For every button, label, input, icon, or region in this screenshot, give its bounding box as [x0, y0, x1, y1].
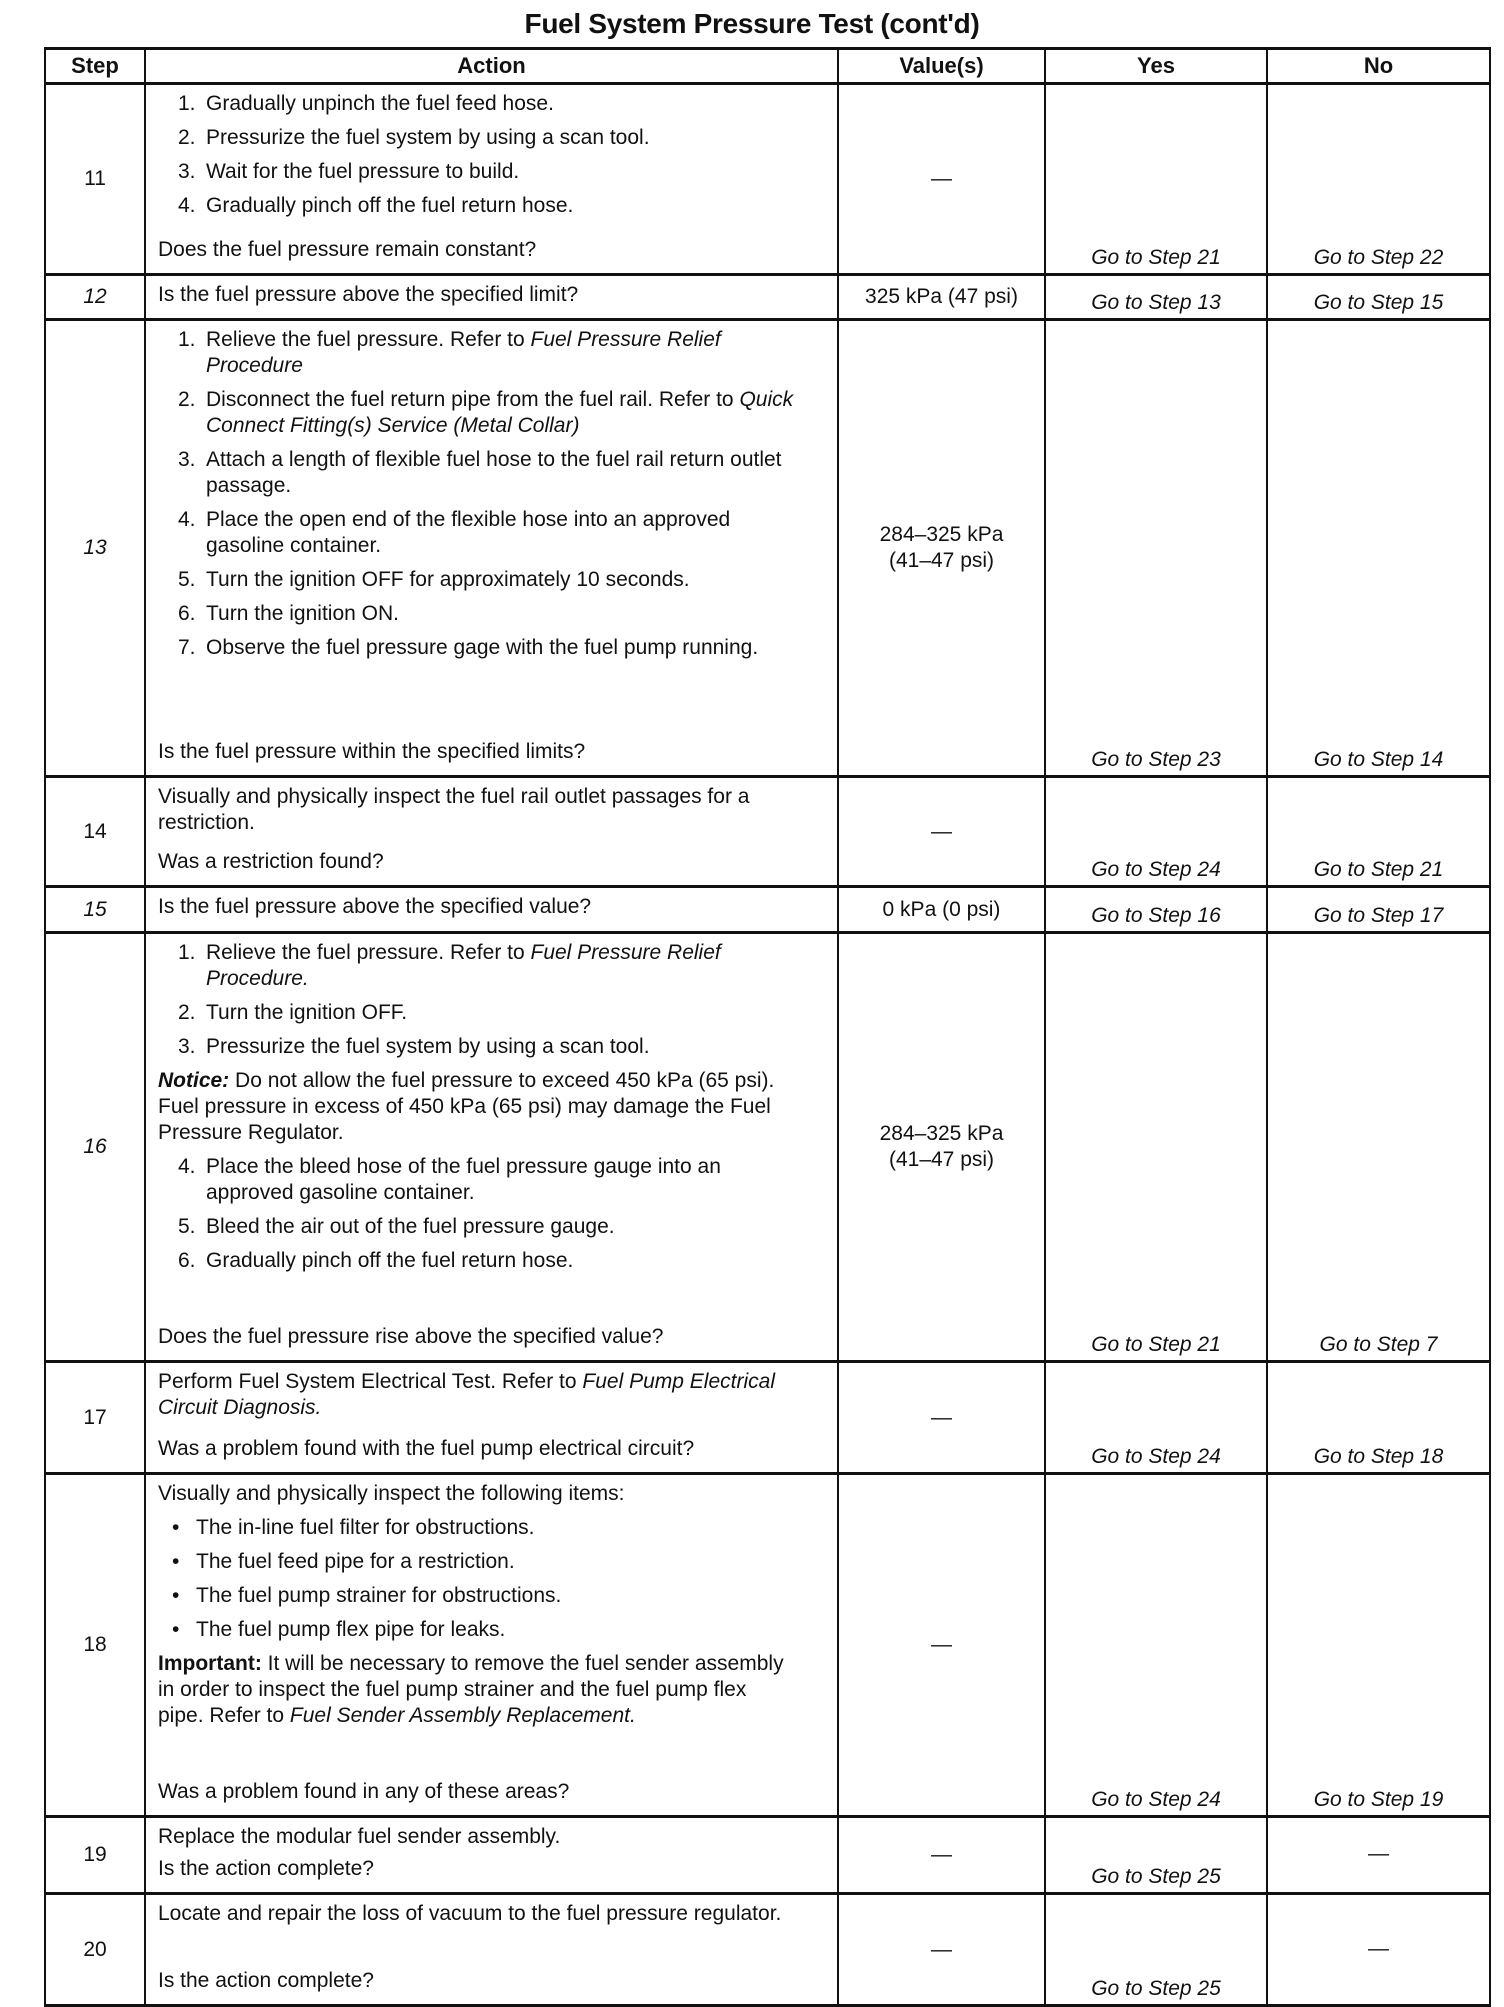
item-text	[206, 447, 797, 499]
item-text	[206, 507, 797, 559]
value-line: —	[931, 819, 952, 843]
instruction-text	[158, 1068, 797, 1146]
table-row	[45, 1894, 1490, 2006]
item-number: 7.	[178, 636, 196, 659]
question-text	[158, 849, 797, 875]
action-content	[158, 782, 797, 881]
list-item	[158, 387, 797, 439]
text-segment: Replace the modular fuel sender assembly.	[158, 1825, 561, 1848]
text-segment: Gradually pinch off the fuel return hose.	[206, 1249, 574, 1272]
item-number: 3.	[178, 448, 196, 471]
text-segment: Locate and repair the loss of vacuum to the fuel pressure regulator.	[158, 1902, 782, 1925]
step-number: 20	[45, 1894, 145, 2006]
question-text	[158, 739, 797, 765]
instruction-text	[158, 1651, 797, 1729]
no-result: Go to Step 7	[1267, 933, 1490, 1362]
bullet-icon: •	[172, 1516, 180, 1539]
value-line: —	[931, 1633, 952, 1656]
instruction-text	[158, 282, 797, 308]
item-text	[206, 327, 797, 379]
no-result: Go to Step 18	[1267, 1362, 1490, 1474]
item-text	[206, 1214, 615, 1240]
header-step: Step	[45, 49, 145, 84]
yes-result: Go to Step 25	[1045, 1894, 1267, 2006]
list-item	[158, 1154, 797, 1206]
no-result: Go to Step 14	[1267, 320, 1490, 777]
item-text	[206, 940, 797, 992]
text-segment: Quick Connect Fitting(s) Service (Metal Collar)	[206, 388, 794, 437]
text-segment: Pressurize the fuel system by using a scan tool.	[206, 1035, 650, 1058]
action-content	[158, 1367, 797, 1468]
yes-result: Go to Step 24	[1045, 1474, 1267, 1817]
value-cell	[838, 887, 1045, 933]
list-item	[158, 1034, 797, 1060]
value-cell	[838, 1362, 1045, 1474]
text-segment: Is the fuel pressure above the specified value?	[158, 895, 592, 918]
bullet-item	[158, 1583, 797, 1609]
list-item	[158, 125, 797, 151]
action-cell	[145, 275, 838, 320]
item-text	[206, 125, 650, 151]
text-segment: Place the open end of the flexible hose into an approved gasoline container.	[206, 508, 731, 557]
list-item	[158, 327, 797, 379]
action-content	[158, 938, 797, 1356]
step-number: 13	[45, 320, 145, 777]
item-number: 5.	[178, 568, 196, 591]
table-row	[45, 933, 1490, 1362]
value-line: 325 kPa (47 psi)	[865, 285, 1018, 308]
no-result: Go to Step 15	[1267, 275, 1490, 320]
action-content	[158, 325, 797, 771]
action-content	[158, 280, 797, 314]
text-segment: Pressurize the fuel system by using a scan tool.	[206, 126, 650, 149]
text-segment: Relieve the fuel pressure. Refer to	[206, 941, 531, 964]
text-segment: Bleed the air out of the fuel pressure gauge.	[206, 1215, 615, 1238]
action-content	[158, 1899, 797, 2000]
item-number: 3.	[178, 1035, 196, 1058]
item-number: 4.	[178, 508, 196, 531]
item-text	[206, 1248, 573, 1274]
text-segment: Is the fuel pressure above the specified limit?	[158, 283, 579, 306]
text-segment: Turn the ignition ON.	[206, 602, 399, 625]
text-segment: Does the fuel pressure remain constant?	[158, 238, 537, 261]
item-number: 1.	[178, 328, 196, 351]
value-line: (41–47 psi)	[888, 1148, 995, 1171]
action-cell	[145, 1894, 838, 2006]
item-text	[196, 1515, 534, 1541]
question-text	[158, 237, 797, 263]
no-result: Go to Step 17	[1267, 887, 1490, 933]
text-segment: The fuel pump strainer for obstructions.	[196, 1584, 562, 1607]
item-number: 1.	[178, 941, 196, 964]
text-segment: Disconnect the fuel return pipe from the fuel rail. Refer to	[206, 388, 740, 411]
value-line: —	[931, 167, 952, 190]
action-content	[158, 1479, 797, 1811]
text-segment: Notice:	[158, 1069, 230, 1092]
text-segment: Fuel Pressure Relief Procedure	[206, 328, 721, 377]
yes-result: Go to Step 25	[1045, 1817, 1267, 1894]
step-number: 16	[45, 933, 145, 1362]
list-item	[158, 940, 797, 992]
instruction-text	[158, 1369, 797, 1421]
action-cell	[145, 887, 838, 933]
yes-result: Go to Step 21	[1045, 84, 1267, 275]
no-result: —	[1267, 1894, 1490, 2006]
no-result: Go to Step 21	[1267, 777, 1490, 887]
yes-result: Go to Step 13	[1045, 275, 1267, 320]
bullet-item	[158, 1617, 797, 1643]
table-row	[45, 1817, 1490, 1894]
table-body	[45, 84, 1490, 2006]
text-segment: Perform Fuel System Electrical Test. Refer to	[158, 1370, 583, 1393]
yes-result: Go to Step 24	[1045, 1362, 1267, 1474]
text-segment: Attach a length of flexible fuel hose to the fuel rail return outlet passage.	[206, 448, 782, 497]
step-number: 17	[45, 1362, 145, 1474]
text-segment: Turn the ignition OFF.	[206, 1001, 408, 1024]
action-cell	[145, 933, 838, 1362]
action-cell	[145, 1362, 838, 1474]
value-line: (41–47 psi)	[888, 549, 995, 572]
text-segment: Was a restriction found?	[158, 850, 384, 873]
value-cell	[838, 1474, 1045, 1817]
action-content	[158, 89, 797, 269]
text-segment: Does the fuel pressure rise above the specified value?	[158, 1325, 664, 1348]
page-title: Fuel System Pressure Test (cont'd)	[524, 8, 980, 39]
item-number: 4.	[178, 1155, 196, 1178]
item-text	[206, 193, 573, 219]
value-cell	[838, 275, 1045, 320]
value-line: 284–325 kPa	[879, 523, 1004, 546]
bullet-icon: •	[172, 1618, 180, 1641]
action-cell	[145, 84, 838, 275]
value-line: 284–325 kPa	[879, 1122, 1004, 1145]
text-segment: Do not allow the fuel pressure to exceed 450 kPa (65 psi). Fuel pressure in excess of 450 kPa (65 psi) may damage the Fuel Pressure Regulator.	[158, 1069, 775, 1144]
text-segment: Was a problem found in any of these areas?	[158, 1780, 570, 1803]
step-number: 15	[45, 887, 145, 933]
text-segment: Fuel Pump Electrical Circuit Diagnosis.	[158, 1370, 775, 1419]
list-item	[158, 159, 797, 185]
step-number: 14	[45, 777, 145, 887]
header-action: Action	[145, 49, 838, 84]
value-line: —	[931, 1405, 952, 1429]
step-number: 12	[45, 275, 145, 320]
instruction-text	[158, 894, 797, 920]
no-result: Go to Step 19	[1267, 1474, 1490, 1817]
item-text	[196, 1549, 515, 1575]
text-segment: Relieve the fuel pressure. Refer to	[206, 328, 531, 351]
list-item	[158, 91, 797, 117]
question-text	[158, 1324, 797, 1350]
value-cell	[838, 933, 1045, 1362]
value-line: —	[931, 1843, 952, 1866]
item-number: 6.	[178, 602, 196, 625]
text-segment: Turn the ignition OFF for approximately 10 seconds.	[206, 568, 690, 591]
value-line: —	[931, 1937, 952, 1961]
item-text	[206, 1034, 650, 1060]
text-segment: Was a problem found with the fuel pump electrical circuit?	[158, 1437, 695, 1460]
list-item	[158, 601, 797, 627]
step-number: 11	[45, 84, 145, 275]
action-cell	[145, 1474, 838, 1817]
instruction-text	[158, 784, 797, 836]
action-cell	[145, 777, 838, 887]
text-segment: Is the action complete?	[158, 1857, 374, 1880]
table-row	[45, 1362, 1490, 1474]
list-item	[158, 567, 797, 593]
text-segment: Fuel Pressure Relief Procedure.	[206, 941, 721, 990]
value-cell	[838, 84, 1045, 275]
instruction-text	[158, 1481, 797, 1507]
question-text	[158, 1779, 797, 1805]
item-number: 4.	[178, 194, 196, 217]
list-item	[158, 1000, 797, 1026]
action-cell	[145, 1817, 838, 1894]
table-header-row	[45, 49, 1490, 84]
item-text	[196, 1583, 561, 1609]
question-text	[158, 1968, 797, 1994]
step-number: 18	[45, 1474, 145, 1817]
text-segment: Gradually pinch off the fuel return hose.	[206, 194, 574, 217]
yes-result: Go to Step 23	[1045, 320, 1267, 777]
text-segment: It will be necessary to remove the fuel sender assembly in order to inspect the fuel pump strainer and the fuel pump flex pipe. Refer to	[158, 1652, 784, 1727]
list-item	[158, 447, 797, 499]
list-item	[158, 1248, 797, 1274]
text-segment: The in-line fuel filter for obstructions.	[196, 1516, 535, 1539]
bullet-item	[158, 1515, 797, 1541]
table-row	[45, 275, 1490, 320]
value-cell	[838, 1894, 1045, 2006]
question-text	[158, 1436, 797, 1462]
item-text	[206, 1154, 797, 1206]
value-cell	[838, 320, 1045, 777]
value-line: 0 kPa (0 psi)	[882, 897, 1001, 921]
text-segment: The fuel feed pipe for a restriction.	[196, 1550, 515, 1573]
header-values: Value(s)	[838, 49, 1045, 84]
text-segment: The fuel pump flex pipe for leaks.	[196, 1618, 506, 1641]
action-cell	[145, 320, 838, 777]
bullet-item	[158, 1549, 797, 1575]
bullet-icon: •	[172, 1584, 180, 1607]
step-number: 19	[45, 1817, 145, 1894]
table-row	[45, 84, 1490, 275]
item-text	[206, 1000, 407, 1026]
item-text	[206, 91, 554, 117]
item-text	[206, 159, 519, 185]
yes-result: Go to Step 16	[1045, 887, 1267, 933]
text-segment: Place the bleed hose of the fuel pressure gauge into an approved gasoline container.	[206, 1155, 721, 1204]
item-number: 6.	[178, 1249, 196, 1272]
value-cell	[838, 1817, 1045, 1894]
table-row	[45, 777, 1490, 887]
no-result: Go to Step 22	[1267, 84, 1490, 275]
instruction-text	[158, 1901, 797, 1927]
table-row	[45, 1474, 1490, 1817]
question-text	[158, 1856, 797, 1882]
item-number: 2.	[178, 126, 196, 149]
header-no: No	[1267, 49, 1490, 84]
text-segment: Observe the fuel pressure gage with the fuel pump running.	[206, 636, 759, 659]
value-cell	[838, 777, 1045, 887]
item-text	[206, 567, 690, 593]
text-segment: Is the action complete?	[158, 1969, 374, 1992]
item-number: 2.	[178, 388, 196, 411]
list-item	[158, 193, 797, 219]
procedure-table	[44, 47, 1491, 2007]
text-segment: Important:	[158, 1652, 262, 1675]
bullet-icon: •	[172, 1550, 180, 1573]
item-number: 2.	[178, 1001, 196, 1024]
text-segment: Wait for the fuel pressure to build.	[206, 160, 520, 183]
text-segment: Gradually unpinch the fuel feed hose.	[206, 92, 554, 115]
item-number: 1.	[178, 92, 196, 115]
item-text	[206, 387, 797, 439]
text-segment: Fuel Sender Assembly Replacement.	[289, 1704, 636, 1727]
yes-result: Go to Step 24	[1045, 777, 1267, 887]
list-item	[158, 635, 797, 661]
header-yes: Yes	[1045, 49, 1267, 84]
item-text	[206, 601, 399, 627]
item-number: 5.	[178, 1215, 196, 1238]
table-row	[45, 887, 1490, 933]
text-segment: Visually and physically inspect the following items:	[158, 1482, 625, 1505]
table-row	[45, 320, 1490, 777]
item-text	[196, 1617, 505, 1643]
text-segment: Is the fuel pressure within the specified limits?	[158, 740, 586, 763]
instruction-text	[158, 1824, 797, 1850]
yes-result: Go to Step 21	[1045, 933, 1267, 1362]
action-content	[158, 892, 797, 927]
item-text	[206, 635, 758, 661]
list-item	[158, 507, 797, 559]
item-number: 3.	[178, 160, 196, 183]
text-segment: Visually and physically inspect the fuel rail outlet passages for a restriction.	[158, 785, 750, 834]
action-content	[158, 1822, 797, 1888]
no-result: —	[1267, 1817, 1490, 1894]
list-item	[158, 1214, 797, 1240]
